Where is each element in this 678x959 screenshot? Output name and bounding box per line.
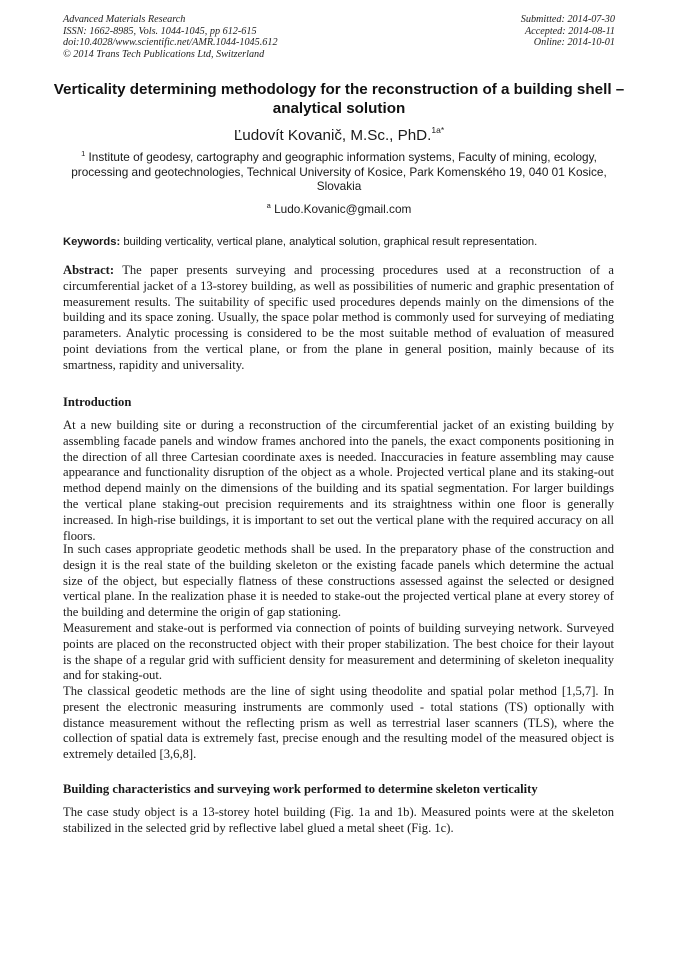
email-mark: a [266,201,271,210]
abstract-label: Abstract: [63,263,115,277]
affiliation-text: Institute of geodesy, cartography and geographic information systems, Faculty of mining, ecology, processing and geotechnologies, Technical University of Kosice, Park Komenského 19, 040 01 Kosice, Slovakia [71,150,607,194]
affiliation-mark: 1 [81,149,86,158]
intro-paragraph-2: In such cases appropriate geodetic methods shall be used. In the preparatory phase of the construction and design it is the real state of the building skeleton or the existing facade panels which determine the actual size of the object, but especially flatness of these constructions assessed against the selected or designed vertical plane. In the realization phase it is needed to stake-out the projected vertical plane at every storey of the building and determine the origin of gap stationing. [63,542,614,620]
author-name: Ľudovít Kovanič, M.Sc., PhD. [233,127,432,144]
paper-title: Verticality determining methodology for the reconstruction of a building shell – analytical solution [53,81,625,117]
abstract-text: The paper presents surveying and processing procedures used at a reconstruction of a circumferential jacket of a 13-storey building, as well as possibilities of numeric and graphic presentation of measurement results. The suitability of specific used procedures depends mainly on the dimensions of the building and its space zoning. Usually, the space polar method is commonly used for surveying of mediating parameters. Analytic processing is considered to be the most suitable method of evaluation of measured point deviations from the vertical plane, or from the plane in general position, mainly because of its smartness, rapidity and universality. [63,263,615,372]
keywords-label: Keywords: [63,236,121,248]
author [40,121,638,145]
intro-paragraph-4: The classical geodetic methods are the line of sight using theodolite and spatial polar method [1,5,7]. In present the electronic measuring instruments are commonly used - total stations (TS) optionally with distance measurement without the reflecting prism as well as terrestrial laser scanners (TLS), where the collection of spatial data is extremely fast, precise enough and the resulting model of the measured object is extremely detailed [3,6,8]. [63,684,614,762]
keywords-text: building verticality, vertical plane, analytical solution, graphical result representation. [123,236,538,248]
affiliation [58,147,620,194]
journal-info [63,14,278,60]
online-date: Online: 2014-10-01 [533,37,615,49]
author-mark: 1a* [431,125,445,135]
section-heading-building-characteristics: Building characteristics and surveying work performed to determine skeleton verticality [63,782,538,796]
intro-paragraph-3: Measurement and stake-out is performed via connection of points of building surveying network. Surveyed points are placed on the reconstructed object with their proper stabilization. The best choice for their layout is the shape of a regular grid with sufficient density for measurement and determining of skeleton inequality and for staking-out. [63,621,614,683]
accepted-date: Accepted: 2014-08-11 [524,25,615,37]
intro-paragraph-1: At a new building site or during a reconstruction of the circumferential jacket of an existing building by assembling facade panels and window frames anchored into the panels, the exact components positioning in the direction of all three Cartesian coordinate axes is needed. Inaccuracies in feature assembling may cause appearance and functionality disruption of the object as a whole. Projected vertical plane and its staking-out method depend mainly on the dimensions of the building and its spatial segmentation. For larger buildings the vertical plane staking-out precision requirements and its straightness within one floor is generally increased. In high-rise buildings, it is important to set out the vertical plane with the required accuracy on all floors. [63,418,614,543]
email-text[interactable]: Ludo.Kovanic@gmail.com [274,202,412,216]
keywords [63,235,615,249]
section-heading-introduction: Introduction [63,395,132,409]
publication-dates [521,14,615,49]
submitted-date: Submitted: 2014-07-30 [520,14,615,25]
journal-issn: ISSN: 1662-8985, Vols. 1044-1045, pp 612-615 [63,25,257,37]
abstract [63,263,614,374]
section2-paragraph-1: The case study object is a 13-storey hotel building (Fig. 1a and 1b). Measured points were at the skeleton stabilized in the selected grid by reflective label glued a metal sheet (Fig. 1c). [63,805,614,835]
journal-name: Advanced Materials Research [63,14,186,25]
author-email [40,199,638,216]
journal-copyright: © 2014 Trans Tech Publications Ltd, Switzerland [63,48,265,60]
journal-doi: doi:10.4028/www.scientific.net/AMR.1044-1045.612 [63,37,278,49]
